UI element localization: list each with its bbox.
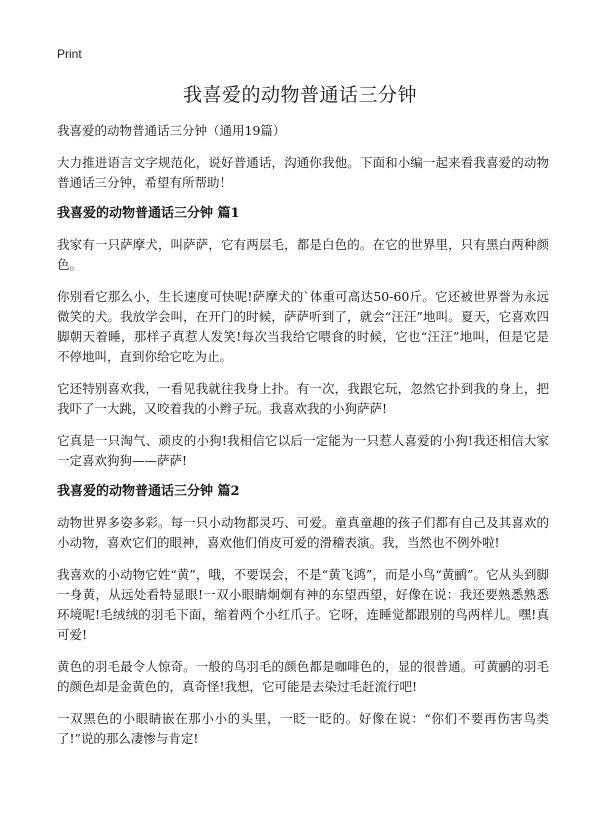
- section-2-paragraph-3: 黄色的羽毛最令人惊奇。一般的鸟羽毛的颜色都是咖啡色的，显的很普通。可黄鹂的羽毛的颜色却是金黄色的，真奇怪!我想，它可能是去染过毛赶流行吧!: [57, 659, 549, 694]
- section-2-paragraph-2: 我喜欢的小动物它姓“黄”，哦，不要误会，不是“黄飞鸿”，而是小鸟“黄鹂”。它从头到脚一身黄，从远处看特显眼!一双小眼睛炯炯有神的东望西望，好像在说：我还要熟悉熟悉环境呢!毛绒绒的羽毛下面，缩着两个小红爪子。它呀，连睡觉都跟别的鸟两样儿。嘿!真可爱!: [57, 567, 549, 642]
- page-title: 我喜爱的动物普通话三分钟: [182, 84, 417, 106]
- section-1-paragraph-4: 它真是一只淘气、顽皮的小狗!我相信它以后一定能为一只惹人喜爱的小狗!我还相信大家一定喜欢狗狗——萨萨!: [57, 433, 549, 468]
- section-1-paragraph-1: 我家有一只萨摩犬，叫萨萨，它有两层毛，都是白色的。在它的世界里，只有黑白两种颜色。: [57, 237, 549, 272]
- section-1-paragraph-3: 它还特别喜欢我，一看见我就往我身上扑。有一次，我跟它玩，忽然它扑到我的身上，把我吓了一大跳，又咬着我的小辫子玩。我喜欢我的小狗萨萨!: [57, 381, 549, 416]
- section-heading-1: 我喜爱的动物普通话三分钟 篇1: [57, 206, 240, 221]
- section-2-paragraph-1: 动物世界多姿多彩。每一只小动物都灵巧、可爱。童真童趣的孩子们都有自己及其喜欢的小动物，喜欢它们的眼神，喜欢他们俏皮可爱的滑稽表演。我，当然也不例外啦!: [57, 515, 549, 550]
- article-content: [57, 121, 549, 761]
- print-link[interactable]: Print: [57, 47, 82, 61]
- article-subtitle: 我喜爱的动物普通话三分钟（通用19篇）: [57, 123, 286, 138]
- section-2-paragraph-4: 一双黑色的小眼睛嵌在那小小的头里，一眨一眨的。好像在说：“你们不要再伤害鸟类了!”说的那么凄惨与肯定!: [57, 711, 549, 746]
- section-heading-2: 我喜爱的动物普通话三分钟 篇2: [57, 484, 240, 499]
- section-1-paragraph-2: 你别看它那么小，生长速度可快呢!萨摩犬的`体重可高达50-60斤。它还被世界誉为永远微笑的犬。我放学会叫，在开门的时候，萨萨听到了，就会“汪汪”地叫。夏天，它喜欢四脚朝天着睡，那样子真惹人发笑!每次当我给它喂食的时候，它也“汪汪”地叫，但是它是不停地叫，直到你给它吃为止。: [57, 289, 549, 364]
- intro-paragraph: 大力推进语言文字规范化，说好普通话，沟通你我他。下面和小编一起来看我喜爱的动物普通话三分钟，希望有所帮助！: [57, 155, 549, 190]
